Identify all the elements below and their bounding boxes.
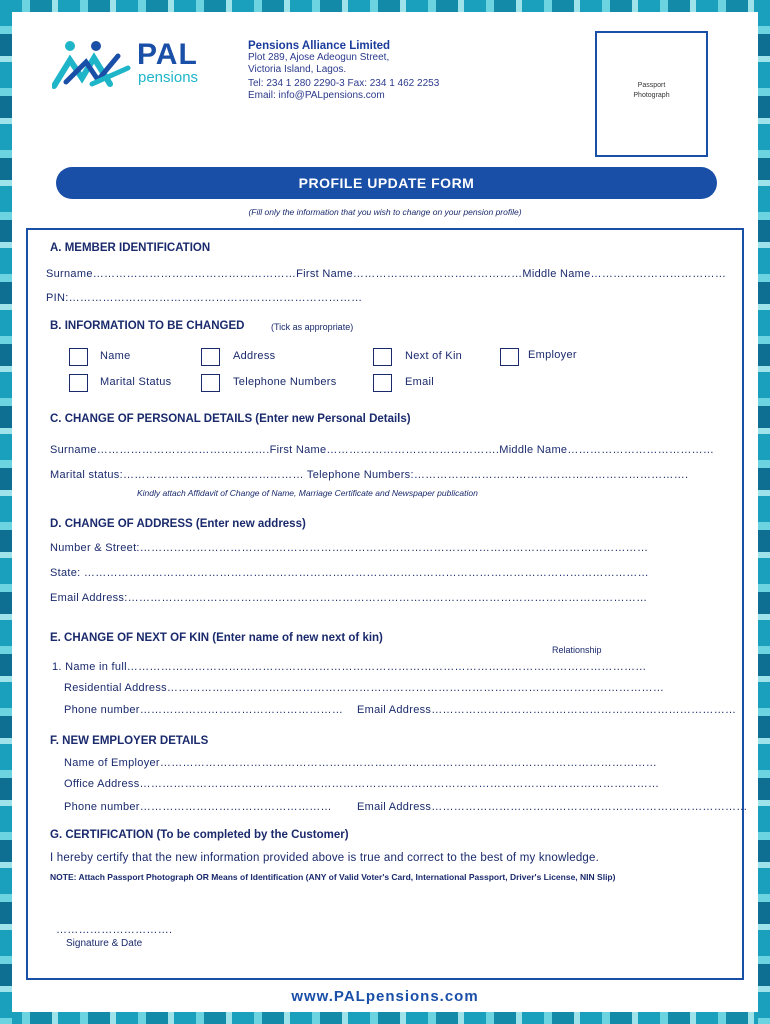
- passport-label-2: Photograph: [633, 92, 670, 99]
- section-c-heading: C. CHANGE OF PERSONAL DETAILS (Enter new Personal Details): [50, 413, 411, 425]
- checkbox-address[interactable]: [201, 348, 220, 366]
- company-email: Email: info@PALpensions.com: [248, 90, 385, 101]
- kin-email-line[interactable]: Email Address………………………………………………………………………: [357, 704, 737, 716]
- company-info: [248, 40, 439, 102]
- company-name: Pensions Alliance Limited: [248, 40, 391, 52]
- street-line[interactable]: Number & Street:………………………………………………………………………………………………………………………: [50, 542, 649, 554]
- section-b-heading: B. INFORMATION TO BE CHANGED: [50, 320, 245, 332]
- address-email-line[interactable]: Email Address:…………………………………………………………………………………………………………………………: [50, 592, 648, 604]
- checkbox-label-name: Name: [100, 350, 131, 362]
- checkbox-employer[interactable]: [500, 348, 519, 366]
- employer-name-line[interactable]: Name of Employer……………………………………………………………………………………………………………………: [64, 757, 658, 769]
- signature-date-label: Signature & Date: [66, 938, 143, 949]
- signature-line[interactable]: ………………………….: [56, 924, 173, 936]
- checkbox-label-marital-status: Marital Status: [100, 376, 172, 388]
- company-address-line-1: Plot 289, Ajose Adeogun Street,: [248, 52, 390, 63]
- marital-telephone-line[interactable]: Marital status:………………………………………… Telephone Numbers:……………………………………………………………….: [50, 469, 689, 481]
- logo-wordmark: PAL: [137, 38, 198, 71]
- form-body: [26, 228, 744, 980]
- section-b-hint: (Tick as appropriate): [271, 322, 354, 332]
- border-top: [0, 0, 770, 12]
- checkbox-label-employer: Employer: [528, 349, 577, 361]
- border-right: [758, 0, 770, 1024]
- checkbox-label-address: Address: [233, 350, 276, 362]
- checkbox-name[interactable]: [69, 348, 88, 366]
- new-name-line[interactable]: Surname……………………………………….First Name……………………………………….Middle Name…………………………………: [50, 444, 715, 456]
- pal-logo: [52, 38, 217, 94]
- employer-phone-line[interactable]: Phone number……………………………………………: [64, 801, 332, 813]
- section-d-heading: D. CHANGE OF ADDRESS (Enter new address): [50, 518, 306, 530]
- identification-note: NOTE: Attach Passport Photograph OR Means of Identification (ANY of Valid Voter's Card, International Passport, Driver's License, NIN Slip): [50, 872, 616, 882]
- logo-figures-icon: [52, 38, 132, 94]
- company-address-line-2: Victoria Island, Lagos.: [248, 64, 347, 75]
- checkbox-next-of-kin[interactable]: [373, 348, 392, 366]
- certification-statement: I hereby certify that the new information provided above is true and correct to the best of my knowledge.: [50, 852, 600, 864]
- kin-phone-line[interactable]: Phone number………………………………………………: [64, 704, 344, 716]
- passport-label-1: Passport: [637, 82, 666, 89]
- passport-photo-box[interactable]: [595, 31, 708, 157]
- employer-address-line[interactable]: Office Address…………………………………………………………………………………………………………………………: [64, 778, 660, 790]
- checkbox-label-telephone-numbers: Telephone Numbers: [233, 376, 337, 388]
- pin-line[interactable]: PIN:……………………………………………………………………: [46, 292, 363, 304]
- checkbox-label-email: Email: [405, 376, 435, 388]
- section-f-heading: F. NEW EMPLOYER DETAILS: [50, 735, 209, 747]
- footer-website[interactable]: www.PALpensions.com: [291, 988, 479, 1005]
- checkbox-email[interactable]: [373, 374, 392, 392]
- section-e-heading: E. CHANGE OF NEXT OF KIN (Enter name of new next of kin): [50, 632, 383, 644]
- checkbox-label-next-of-kin: Next of Kin: [405, 350, 463, 362]
- member-name-line[interactable]: Surname………………………………………………First Name………………………………………Middle Name………………………………: [46, 268, 727, 280]
- section-a-heading: A. MEMBER IDENTIFICATION: [50, 242, 211, 254]
- form-title-banner: [56, 167, 717, 199]
- state-line[interactable]: State: ……………………………………………………………………………………………………………………………………: [50, 567, 649, 579]
- kin-name-line[interactable]: 1. Name in full…………………………………………………………………………………………………………………………: [52, 661, 647, 673]
- form-subtitle: (Fill only the information that you wish to change on your pension profile): [248, 207, 522, 217]
- checkbox-marital-status[interactable]: [69, 374, 88, 392]
- affidavit-note: Kindly attach Affidavit of Change of Name, Marriage Certificate and Newspaper publication: [137, 488, 478, 498]
- border-left: [0, 0, 12, 1024]
- form-title: PROFILE UPDATE FORM: [298, 175, 475, 191]
- employer-email-line[interactable]: Email Address…………………………………………………………………………: [357, 801, 748, 813]
- section-g-heading: G. CERTIFICATION (To be completed by the Customer): [50, 829, 349, 841]
- relationship-label: Relationship: [552, 645, 602, 655]
- kin-address-line[interactable]: Residential Address……………………………………………………………………………………………………………………: [64, 682, 665, 694]
- logo-subtext: pensions: [138, 69, 199, 86]
- checkbox-telephone-numbers[interactable]: [201, 374, 220, 392]
- border-bottom: [0, 1012, 770, 1024]
- company-phone-fax: Tel: 234 1 280 2290-3 Fax: 234 1 462 2253: [248, 78, 440, 89]
